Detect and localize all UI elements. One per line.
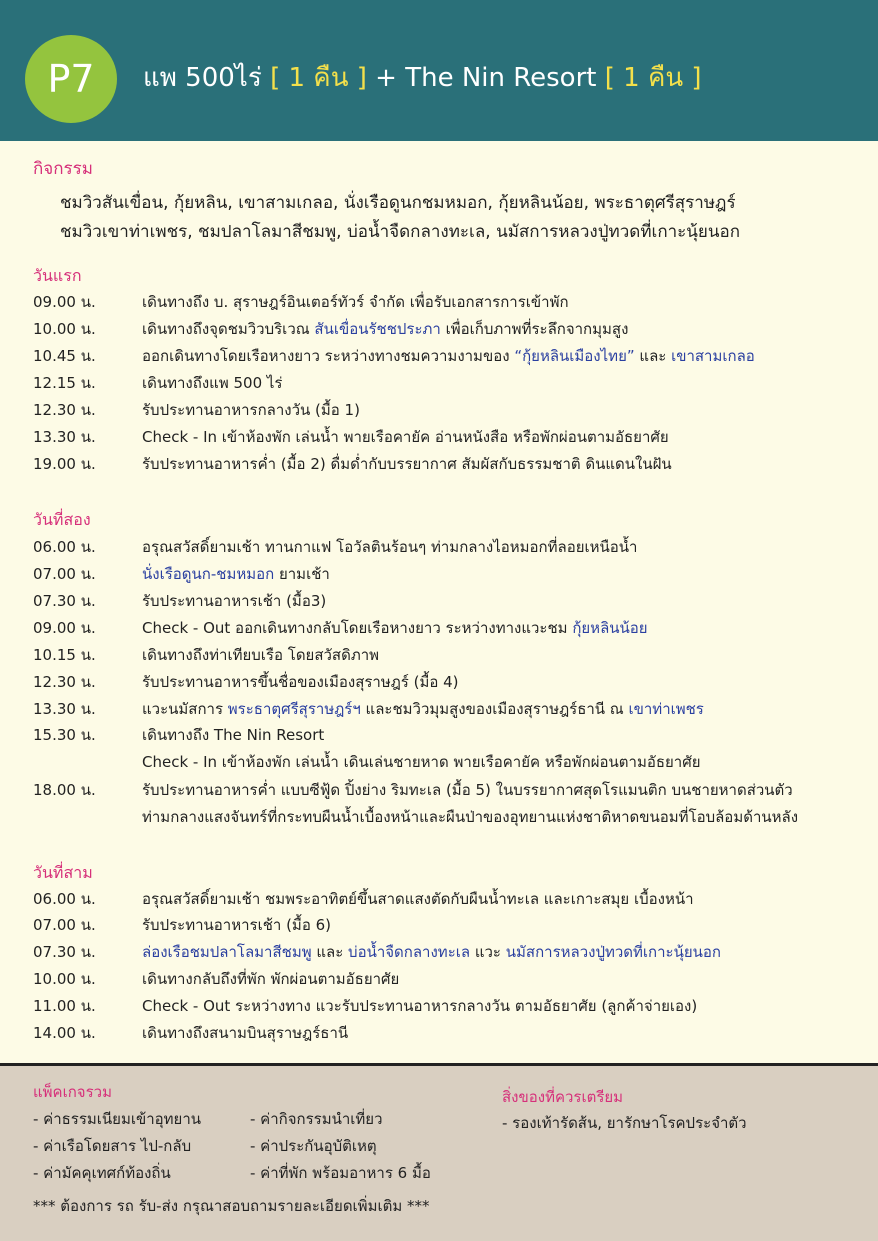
title-nights-2: [ 1 คืน ]	[604, 63, 702, 93]
footer-panel	[0, 1063, 878, 1241]
highlight-place: นั่งเรือดูนก-ชมหมอก	[142, 565, 275, 583]
prepare-heading: สิ่งของที่ควรเตรียม	[502, 1088, 624, 1106]
highlight-place: นมัสการหลวงปู่ทวดที่เกาะนุ้ยนอก	[505, 943, 721, 961]
title-nights-1: [ 1 คืน ]	[270, 63, 367, 93]
row-time: 13.30 น.	[33, 428, 96, 446]
row-desc: รับประทานอาหารเช้า (มื้อ 6)	[142, 916, 331, 934]
row-time: 19.00 น.	[33, 455, 96, 473]
row-time: 06.00 น.	[33, 538, 96, 556]
row-time: 10.45 น.	[33, 347, 96, 365]
row-desc	[142, 317, 628, 341]
row-desc: เดินทางกลับถึงที่พัก พักผ่อนตามอัธยาศัย	[142, 970, 400, 988]
highlight-place: กุ้ยหลินน้อย	[572, 619, 648, 637]
row-desc	[142, 940, 721, 964]
header-banner	[0, 0, 878, 141]
row-time: 07.30 น.	[33, 943, 96, 961]
desc-text: ออกเดินทางโดยเรือหางยาว ระหว่างทางชมความงามของ	[142, 347, 515, 365]
row-desc: อรุณสวัสดิ์ยามเช้า ชมพระอาทิตย์ขึ้นสาดแสงตัดกับผืนน้ำทะเล และเกาะสมุย เบื้องหน้า	[142, 890, 694, 908]
package-title	[143, 58, 702, 98]
package-item: - ค่าประกันอุบัติเหตุ	[250, 1137, 377, 1155]
row-desc: รับประทานอาหารกลางวัน (มื้อ 1)	[142, 401, 360, 419]
prepare-item: - รองเท้ารัดส้น, ยารักษาโรคประจำตัว	[502, 1114, 747, 1132]
desc-text: เดินทางถึงจุดชมวิวบริเวณ	[142, 320, 315, 338]
row-desc: Check - In เข้าห้องพัก เล่นน้ำ เดินเล่นชายหาด พายเรือคายัค หรือพักผ่อนตามอัธยาศัย	[142, 753, 701, 771]
row-desc: อรุณสวัสดิ์ยามเช้า ทานกาแฟ โอวัลตินร้อนๆ ท่ามกลางไอหมอกที่ลอยเหนือน้ำ	[142, 538, 638, 556]
desc-text: และชมวิวมุมสูงของเมืองสุราษฎร์ธานี ณ	[360, 700, 629, 718]
package-item: - ค่าธรรมเนียมเข้าอุทยาน	[33, 1110, 202, 1128]
package-item: - ค่าที่พัก พร้อมอาหาร 6 มื้อ	[250, 1164, 431, 1182]
row-desc: เดินทางถึงสนามบินสุราษฎร์ธานี	[142, 1024, 349, 1042]
row-time: 13.30 น.	[33, 700, 96, 718]
row-desc: รับประทานอาหารขึ้นชื่อของเมืองสุราษฎร์ (มื้อ 4)	[142, 673, 459, 691]
row-desc	[142, 562, 330, 586]
row-time: 07.00 น.	[33, 565, 96, 583]
desc-text: แวะ	[470, 943, 506, 961]
row-time: 18.00 น.	[33, 781, 96, 799]
desc-text: แวะนมัสการ	[142, 700, 228, 718]
row-time: 10.00 น.	[33, 320, 96, 338]
transport-note: *** ต้องการ รถ รับ-ส่ง กรุณาสอบถามรายละเอียดเพิ่มเติม ***	[33, 1197, 430, 1215]
day2-heading: วันที่สอง	[33, 510, 91, 529]
row-desc: รับประทานอาหารเช้า (มื้อ3)	[142, 592, 327, 610]
row-time: 07.30 น.	[33, 592, 96, 610]
activities-list	[60, 189, 740, 247]
row-desc: เดินทางถึง บ. สุราษฎร์อินเตอร์ทัวร์ จำกัด เพื่อรับเอกสารการเข้าพัก	[142, 293, 569, 311]
package-item: - ค่าเรือโดยสาร ไป-กลับ	[33, 1137, 192, 1155]
activities-line-2: ชมวิวเขาท่าเพชร, ชมปลาโลมาสีชมพู, บ่อน้ำจืดกลางทะเล, นมัสการหลวงปู่ทวดที่เกาะนุ้ยนอก	[60, 222, 741, 242]
row-desc	[142, 616, 648, 640]
highlight-place: พระธาตุศรีสุราษฎร์ฯ	[227, 700, 361, 718]
row-time: 06.00 น.	[33, 890, 96, 908]
row-time: 12.30 น.	[33, 401, 96, 419]
row-desc: รับประทานอาหารค่ำ (มื้อ 2) ดื่มด่ำกับบรรยากาศ สัมผัสกับธรรมชาติ ดินแดนในฝัน	[142, 455, 672, 473]
row-time: 11.00 น.	[33, 997, 96, 1015]
row-desc	[142, 697, 704, 721]
row-time: 09.00 น.	[33, 619, 96, 637]
row-time: 10.15 น.	[33, 646, 96, 664]
highlight-place: บ่อน้ำจืดกลางทะเล	[348, 943, 471, 961]
row-time: 07.00 น.	[33, 916, 96, 934]
desc-text: และ	[634, 347, 672, 365]
day1-heading: วันแรก	[33, 266, 82, 285]
desc-text: และ	[311, 943, 349, 961]
row-time: 12.15 น.	[33, 374, 96, 392]
activities-heading: กิจกรรม	[33, 159, 94, 179]
row-desc: รับประทานอาหารค่ำ แบบซีฟู้ด ปิ้งย่าง ริมทะเล (มื้อ 5) ในบรรยากาศสุดโรแมนติก บนชายหาดส่วนตัว	[142, 781, 793, 799]
desc-text: ยามเช้า	[274, 565, 330, 583]
package-item: - ค่ากิจกรรมนำเที่ยว	[250, 1110, 383, 1128]
row-time: 09.00 น.	[33, 293, 96, 311]
row-time: 12.30 น.	[33, 673, 96, 691]
row-time: 15.30 น.	[33, 726, 96, 744]
row-time: 10.00 น.	[33, 970, 96, 988]
title-part1: แพ 500ไร่	[143, 63, 271, 93]
row-desc: Check - In เข้าห้องพัก เล่นน้ำ พายเรือคายัค อ่านหนังสือ หรือพักผ่อนตามอัธยาศัย	[142, 428, 669, 446]
activities-line-1: ชมวิวสันเขื่อน, กุ้ยหลิน, เขาสามเกลอ, นั่งเรือดูนกชมหมอก, กุ้ยหลินน้อย, พระธาตุศรีสุราษฎร์	[60, 193, 736, 213]
highlight-place: ล่องเรือชมปลาโลมาสีชมพู	[142, 943, 312, 961]
highlight-place: เขาสามเกลอ	[671, 347, 755, 365]
row-desc: เดินทางถึงแพ 500 ไร่	[142, 374, 283, 392]
row-desc	[142, 344, 755, 368]
row-desc: Check - Out ระหว่างทาง แวะรับประทานอาหารกลางวัน ตามอัธยาศัย (ลูกค้าจ่ายเอง)	[142, 997, 698, 1015]
row-desc: เดินทางถึงท่าเทียบเรือ โดยสวัสดิภาพ	[142, 646, 380, 664]
package-heading: แพ็คเกจรวม	[33, 1083, 112, 1101]
desc-text: เพื่อเก็บภาพที่ระลึกจากมุมสูง	[440, 320, 629, 338]
title-part2: + The Nin Resort	[366, 63, 605, 93]
highlight-place: “กุ้ยหลินเมืองไทย”	[514, 347, 635, 365]
package-item: - ค่ามัคคุเทศก์ท้องถิ่น	[33, 1164, 171, 1182]
highlight-place: เขาท่าเพชร	[628, 700, 704, 718]
row-time: 14.00 น.	[33, 1024, 96, 1042]
day3-heading: วันที่สาม	[33, 863, 93, 882]
desc-text: Check - Out ออกเดินทางกลับโดยเรือหางยาว ระหว่างทางแวะชม	[142, 619, 573, 637]
row-desc: เดินทางถึง The Nin Resort	[142, 726, 325, 744]
row-desc-continued: ท่ามกลางแสงจันทร์ที่กระทบผืนน้ำเบื้องหน้าและผืนป่าของอุทยานแห่งชาติหาดขนอมที่โอบล้อมด้านหลัง	[142, 808, 799, 826]
highlight-place: สันเขื่อนรัชชประภา	[314, 320, 441, 338]
package-badge: P7	[25, 35, 117, 123]
